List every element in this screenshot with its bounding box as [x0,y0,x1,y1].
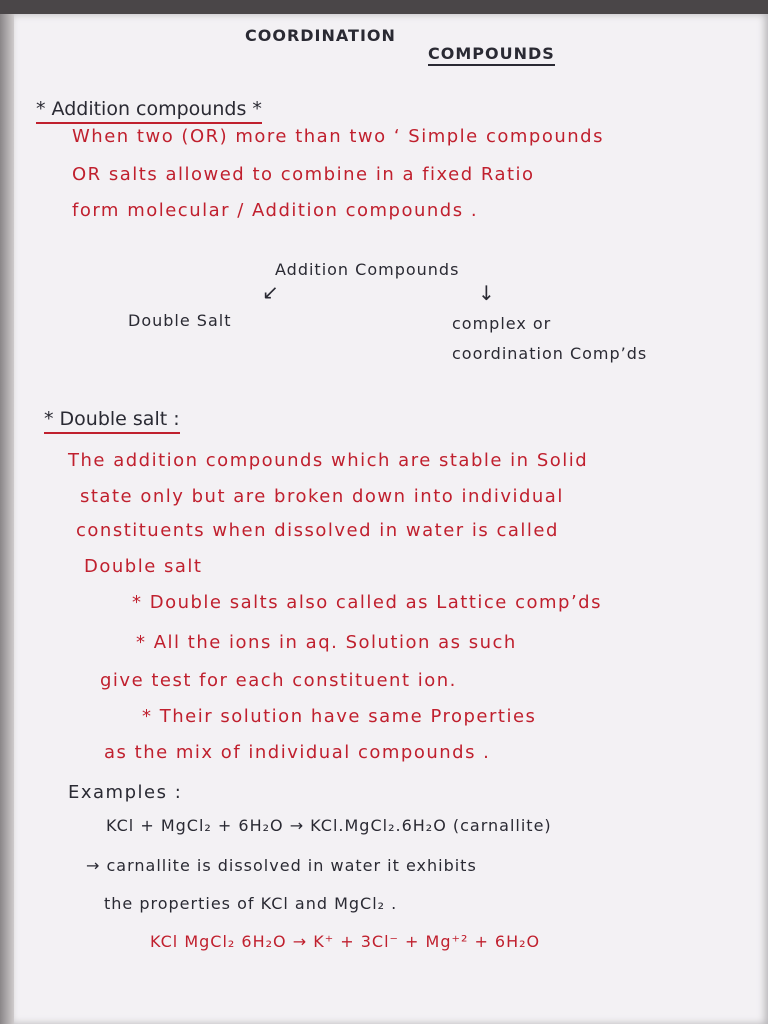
classification-right-2: coordination Comp’ds [452,344,648,363]
double-salt-line-4: Double salt [84,556,203,577]
page-shadow [0,14,14,1024]
ionization-equation: KCl MgCl₂ 6H₂O → K⁺ + 3Cl⁻ + Mg⁺² + 6H₂O [150,932,541,951]
addition-line-3: form molecular / Addition compounds . [72,200,479,221]
addition-heading-text: * Addition compounds * [36,98,262,124]
addition-line-1: When two (OR) more than two ‘ Simple compounds [72,126,604,147]
example-reaction: KCl + MgCl₂ + 6H₂O → KCl.MgCl₂.6H₂O (carnallite) [106,816,552,835]
double-salt-heading-text: * Double salt : [44,408,180,434]
addition-heading [36,100,262,119]
addition-line-2: OR salts allowed to combine in a fixed Ratio [72,164,535,185]
double-salt-point-2b: give test for each constituent ion. [100,670,457,691]
title-line-1: COORDINATION [245,26,396,45]
examples-heading: Examples : [68,782,183,803]
title-line-2: COMPOUNDS [428,46,555,66]
arrow-down-icon: ↓ [478,281,495,305]
classification-root: Addition Compounds [275,260,460,279]
double-salt-heading [44,410,180,429]
classification-left: Double Salt [128,311,232,330]
double-salt-line-1: The addition compounds which are stable in Solid [68,450,589,471]
example-note-1: → carnallite is dissolved in water it exhibits [86,856,477,875]
classification-right-1: complex or [452,314,552,333]
double-salt-point-2: * All the ions in aq. Solution as such [136,632,517,653]
arrow-left-icon: ↙ [262,280,279,304]
double-salt-point-3b: as the mix of individual compounds . [104,742,491,763]
double-salt-point-3: * Their solution have same Properties [142,706,537,727]
double-salt-line-2: state only but are broken down into individual [80,486,564,507]
top-edge [0,0,768,14]
double-salt-point-1: * Double salts also called as Lattice comp’ds [132,592,602,613]
example-note-2: the properties of KCl and MgCl₂ . [104,894,398,913]
double-salt-line-3: constituents when dissolved in water is called [76,520,559,541]
